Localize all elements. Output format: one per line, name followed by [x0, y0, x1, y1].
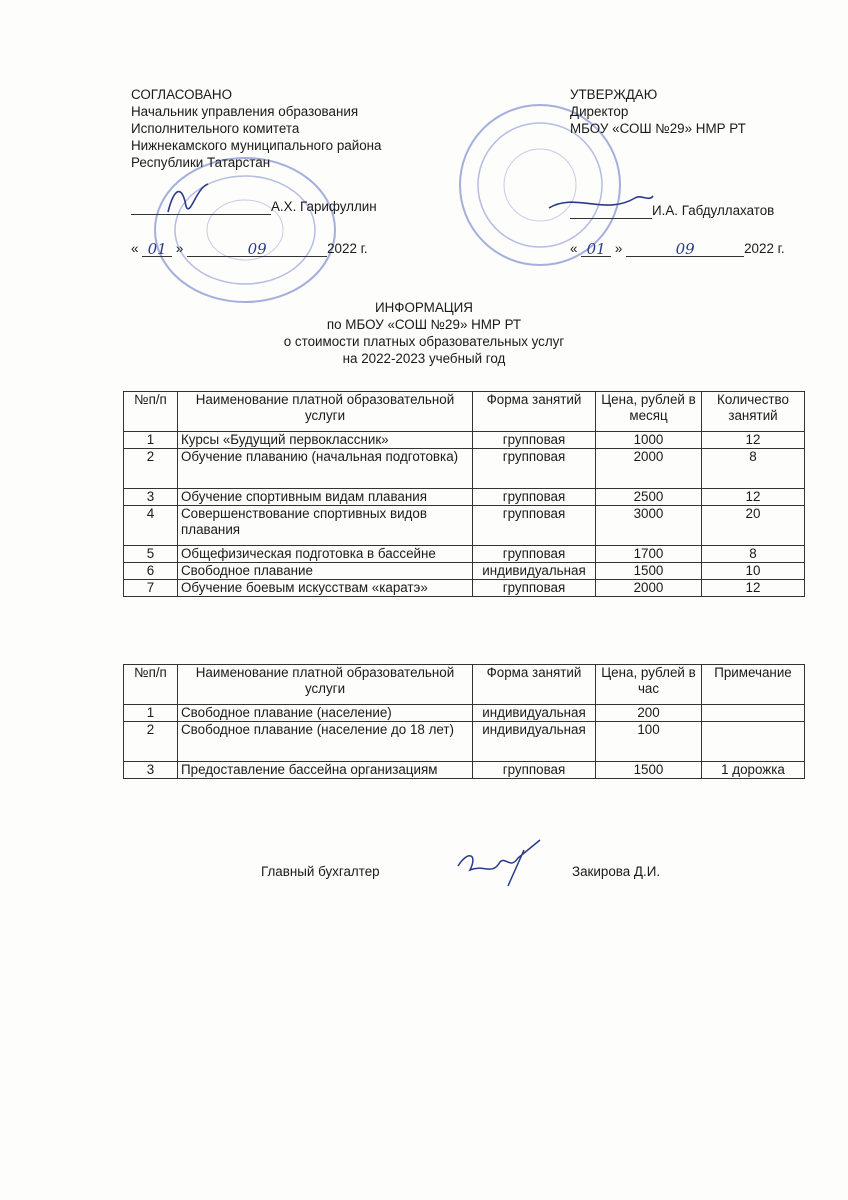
right-date-close: »: [614, 241, 623, 256]
left-line: Нижнекамского муниципального района: [131, 138, 382, 153]
table-cell: 1500: [596, 563, 702, 580]
table-cell: 1 дорожка: [702, 762, 805, 779]
header-cell: Форма занятий: [473, 392, 596, 432]
table-cell: групповая: [473, 449, 596, 489]
footer-name: Закирова Д.И.: [572, 864, 661, 879]
table-cell: 3: [124, 762, 178, 779]
table-cell: 1500: [596, 762, 702, 779]
table-cell: индивидуальная: [473, 722, 596, 762]
left-date-month: 09: [187, 241, 327, 257]
table-cell: групповая: [473, 506, 596, 546]
table-cell: Обучение спортивным видам плавания: [178, 489, 473, 506]
table-cell: 1000: [596, 432, 702, 449]
table-cell: Обучение плаванию (начальная подготовка): [178, 449, 473, 489]
header-cell: Примечание: [702, 665, 805, 705]
title-line: на 2022-2023 учебный год: [342, 351, 506, 366]
table-cell: Свободное плавание (население до 18 лет): [178, 722, 473, 762]
table-cell: 2: [124, 722, 178, 762]
right-date-year: 2022 г.: [744, 241, 785, 256]
title-line: ИНФОРМАЦИЯ: [375, 300, 473, 315]
title-line: о стоимости платных образовательных услуг: [283, 334, 565, 349]
table-row: [124, 563, 805, 580]
table-cell: 2: [124, 449, 178, 489]
table-cell: групповая: [473, 762, 596, 779]
table-cell: групповая: [473, 580, 596, 597]
table-cell: Курсы «Будущий первоклассник»: [178, 432, 473, 449]
table-cell: Обучение боевым искусствам «каратэ»: [178, 580, 473, 597]
left-date-year: 2022 г.: [327, 241, 368, 256]
left-date-close: »: [175, 241, 184, 256]
table-row: [124, 546, 805, 563]
table-cell: [702, 722, 805, 762]
table-cell: 10: [702, 563, 805, 580]
services-table-hourly: [123, 664, 805, 779]
table-cell: 12: [702, 432, 805, 449]
header-cell: Форма занятий: [473, 665, 596, 705]
table-cell: 1: [124, 705, 178, 722]
table-header-row: [124, 665, 805, 705]
right-date-day: 01: [581, 241, 611, 257]
left-line: Республики Татарстан: [131, 155, 271, 170]
table-cell: групповая: [473, 432, 596, 449]
table-cell: 12: [702, 489, 805, 506]
table-cell: 5: [124, 546, 178, 563]
left-date: [131, 240, 368, 257]
table-cell: Свободное плавание: [178, 563, 473, 580]
footer-signature-mark: [448, 836, 548, 896]
table-cell: индивидуальная: [473, 705, 596, 722]
table-cell: групповая: [473, 546, 596, 563]
title-line: по МБОУ «СОШ №29» НМР РТ: [326, 317, 522, 332]
left-signer: А.Х. Гарифуллин: [271, 199, 377, 214]
table-row: [124, 722, 805, 762]
table-cell: 12: [702, 580, 805, 597]
table-cell: 4: [124, 506, 178, 546]
table-cell: Совершенствование спортивных видов плавания: [178, 506, 473, 546]
right-heading: УТВЕРЖДАЮ: [570, 87, 658, 102]
table-cell: 1700: [596, 546, 702, 563]
document-title: [224, 299, 624, 367]
table-cell: групповая: [473, 489, 596, 506]
left-heading: СОГЛАСОВАНО: [131, 87, 233, 102]
table-row: [124, 762, 805, 779]
table-cell: Предоставление бассейна организациям: [178, 762, 473, 779]
header-cell: №п/п: [124, 392, 178, 432]
right-approval-block: [570, 86, 820, 137]
table-row: [124, 489, 805, 506]
right-line: МБОУ «СОШ №29» НМР РТ: [570, 121, 746, 136]
table-row: [124, 432, 805, 449]
left-date-open: «: [131, 241, 139, 256]
table-cell: 1: [124, 432, 178, 449]
table-cell: 200: [596, 705, 702, 722]
table-cell: 100: [596, 722, 702, 762]
services-table-monthly: [123, 391, 805, 597]
left-stamp: [150, 150, 340, 310]
table-cell: 2500: [596, 489, 702, 506]
table-row: [124, 449, 805, 489]
table-cell: 20: [702, 506, 805, 546]
header-cell: Наименование платной образовательной услуги: [178, 665, 473, 705]
left-line: Начальник управления образования: [131, 104, 359, 119]
header-cell: Количество занятий: [702, 392, 805, 432]
table-row: [124, 705, 805, 722]
header-cell: №п/п: [124, 665, 178, 705]
table-cell: индивидуальная: [473, 563, 596, 580]
table-header-row: [124, 392, 805, 432]
header-cell: Цена, рублей в месяц: [596, 392, 702, 432]
table-cell: 3000: [596, 506, 702, 546]
footer-role: Главный бухгалтер: [261, 864, 380, 879]
header-cell: Цена, рублей в час: [596, 665, 702, 705]
table-cell: 8: [702, 546, 805, 563]
left-date-day: 01: [142, 241, 172, 257]
table-cell: 2000: [596, 449, 702, 489]
right-signer: И.А. Габдуллахатов: [652, 203, 775, 218]
right-date-month: 09: [626, 241, 744, 257]
left-line: Исполнительного комитета: [131, 121, 300, 136]
header-cell: Наименование платной образовательной услуги: [178, 392, 473, 432]
left-approval-block: [131, 86, 431, 171]
table-cell: 8: [702, 449, 805, 489]
table-row: [124, 580, 805, 597]
table-cell: [702, 705, 805, 722]
table-row: [124, 506, 805, 546]
right-signature-mark: [545, 188, 655, 218]
left-signature-mark: [160, 178, 220, 218]
table-cell: 2000: [596, 580, 702, 597]
table-cell: Свободное плавание (население): [178, 705, 473, 722]
table-cell: Общефизическая подготовка в бассейне: [178, 546, 473, 563]
table-cell: 7: [124, 580, 178, 597]
right-line: Директор: [570, 104, 629, 119]
table-cell: 3: [124, 489, 178, 506]
table-cell: 6: [124, 563, 178, 580]
right-date: [570, 240, 785, 257]
right-date-open: «: [570, 241, 578, 256]
